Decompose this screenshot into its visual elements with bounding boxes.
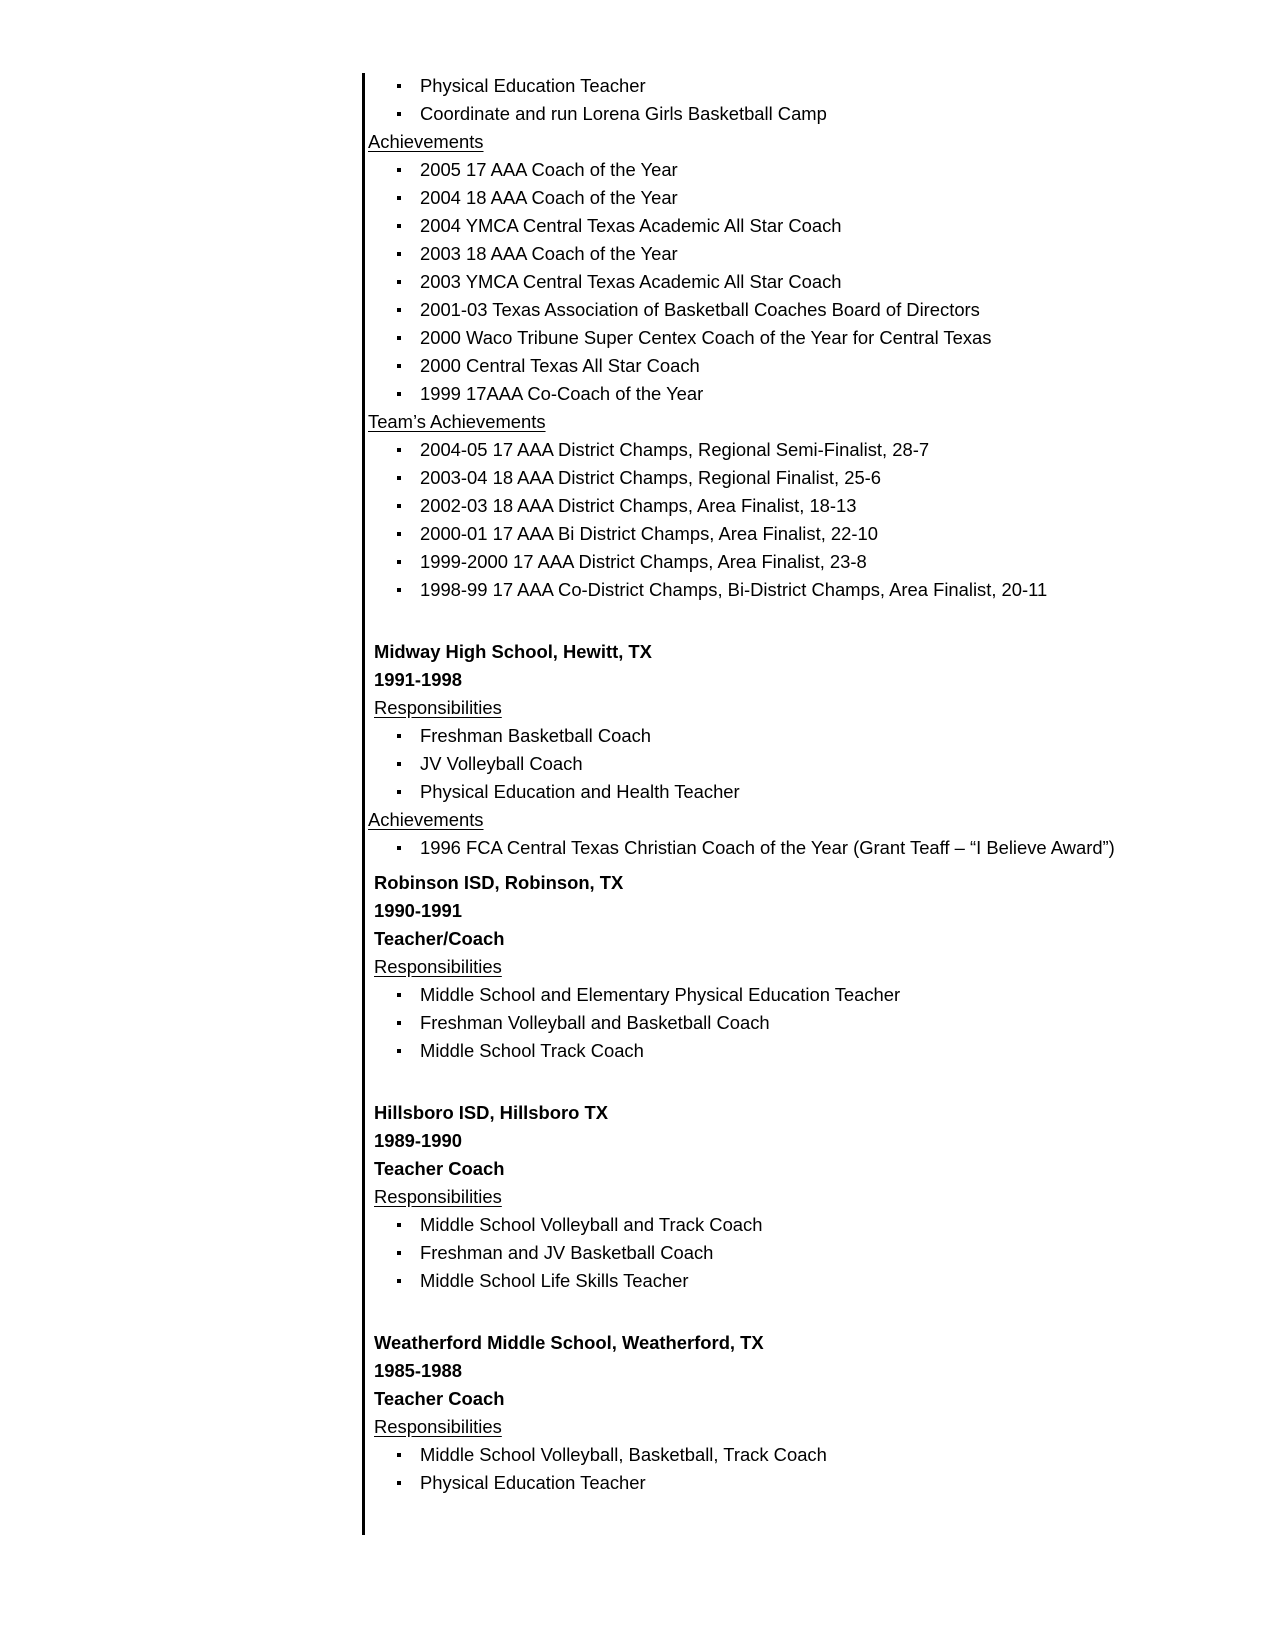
job-title: Teacher Coach (374, 1388, 505, 1409)
list-item: 2004 YMCA Central Texas Academic All Star Coach (0, 212, 1275, 240)
employer-name: Weatherford Middle School, Weatherford, TX (374, 1332, 764, 1353)
bullet-icon (397, 336, 401, 340)
bullet-icon (397, 734, 401, 738)
list-item: Middle School Track Coach (0, 1037, 1275, 1065)
list-item: Freshman Basketball Coach (0, 722, 1275, 750)
list-item: Freshman and JV Basketball Coach (0, 1239, 1275, 1267)
employment-years: 1985-1988 (374, 1360, 462, 1381)
lorena-section (0, 72, 1275, 604)
robinson-section (0, 869, 1275, 1065)
bullet-icon (397, 588, 401, 592)
list-item: 2001-03 Texas Association of Basketball Coaches Board of Directors (0, 296, 1275, 324)
midway-section (0, 638, 1275, 862)
bullet-icon (397, 1481, 401, 1485)
list-item: Coordinate and run Lorena Girls Basketball Camp (0, 100, 1275, 128)
job-title: Teacher/Coach (374, 928, 505, 949)
list-item: 2003 18 AAA Coach of the Year (0, 240, 1275, 268)
list-item: 2000-01 17 AAA Bi District Champs, Area Finalist, 22-10 (0, 520, 1275, 548)
bullet-icon (397, 1279, 401, 1283)
list-item: Middle School Volleyball, Basketball, Track Coach (0, 1441, 1275, 1469)
list-item: Middle School and Elementary Physical Education Teacher (0, 981, 1275, 1009)
list-item: Middle School Volleyball and Track Coach (0, 1211, 1275, 1239)
achievements-label: Achievements (368, 809, 484, 830)
bullet-icon (397, 252, 401, 256)
responsibilities-label: Responsibilities (374, 697, 502, 718)
list-item: 2000 Central Texas All Star Coach (0, 352, 1275, 380)
list-item: Freshman Volleyball and Basketball Coach (0, 1009, 1275, 1037)
list-item: 2002-03 18 AAA District Champs, Area Finalist, 18-13 (0, 492, 1275, 520)
list-item: 2003-04 18 AAA District Champs, Regional Finalist, 25-6 (0, 464, 1275, 492)
list-item: JV Volleyball Coach (0, 750, 1275, 778)
list-item: 2003 YMCA Central Texas Academic All Star Coach (0, 268, 1275, 296)
bullet-icon (397, 308, 401, 312)
bullet-icon (397, 762, 401, 766)
employment-years: 1991-1998 (374, 669, 462, 690)
bullet-icon (397, 790, 401, 794)
employment-years: 1990-1991 (374, 900, 462, 921)
list-item: 1999-2000 17 AAA District Champs, Area Finalist, 23-8 (0, 548, 1275, 576)
list-item: 1998-99 17 AAA Co-District Champs, Bi-District Champs, Area Finalist, 20-11 (0, 576, 1275, 604)
achievements-label: Achievements (368, 131, 484, 152)
list-item: 2004-05 17 AAA District Champs, Regional Semi-Finalist, 28-7 (0, 436, 1275, 464)
bullet-icon (397, 224, 401, 228)
employer-name: Hillsboro ISD, Hillsboro TX (374, 1102, 608, 1123)
responsibilities-label: Responsibilities (374, 1416, 502, 1437)
responsibilities-label: Responsibilities (374, 956, 502, 977)
bullet-icon (397, 112, 401, 116)
job-title: Teacher Coach (374, 1158, 505, 1179)
bullet-icon (397, 280, 401, 284)
employer-name: Robinson ISD, Robinson, TX (374, 872, 624, 893)
bullet-icon (397, 84, 401, 88)
list-item: Physical Education Teacher (0, 72, 1275, 100)
bullet-icon (397, 168, 401, 172)
list-item: Middle School Life Skills Teacher (0, 1267, 1275, 1295)
bullet-icon (397, 448, 401, 452)
list-item: Physical Education and Health Teacher (0, 778, 1275, 806)
list-item: 2000 Waco Tribune Super Centex Coach of the Year for Central Texas (0, 324, 1275, 352)
bullet-icon (397, 1453, 401, 1457)
bullet-icon (397, 364, 401, 368)
bullet-icon (397, 560, 401, 564)
bullet-icon (397, 392, 401, 396)
bullet-icon (397, 1021, 401, 1025)
resume-page (0, 72, 1275, 1497)
list-item: Physical Education Teacher (0, 1469, 1275, 1497)
employer-name: Midway High School, Hewitt, TX (374, 641, 652, 662)
responsibilities-label: Responsibilities (374, 1186, 502, 1207)
bullet-icon (397, 532, 401, 536)
bullet-icon (397, 476, 401, 480)
bullet-icon (397, 846, 401, 850)
bullet-icon (397, 504, 401, 508)
employment-years: 1989-1990 (374, 1130, 462, 1151)
list-item: 2005 17 AAA Coach of the Year (0, 156, 1275, 184)
list-item: 1999 17AAA Co-Coach of the Year (0, 380, 1275, 408)
bullet-icon (397, 1251, 401, 1255)
bullet-icon (397, 196, 401, 200)
weatherford-section (0, 1329, 1275, 1497)
list-item: 2004 18 AAA Coach of the Year (0, 184, 1275, 212)
bullet-icon (397, 1049, 401, 1053)
hillsboro-section (0, 1099, 1275, 1295)
bullet-icon (397, 993, 401, 997)
bullet-icon (397, 1223, 401, 1227)
team-achievements-label: Team’s Achievements (368, 411, 546, 432)
list-item: 1996 FCA Central Texas Christian Coach of the Year (Grant Teaff – “I Believe Award”) (0, 834, 1275, 862)
